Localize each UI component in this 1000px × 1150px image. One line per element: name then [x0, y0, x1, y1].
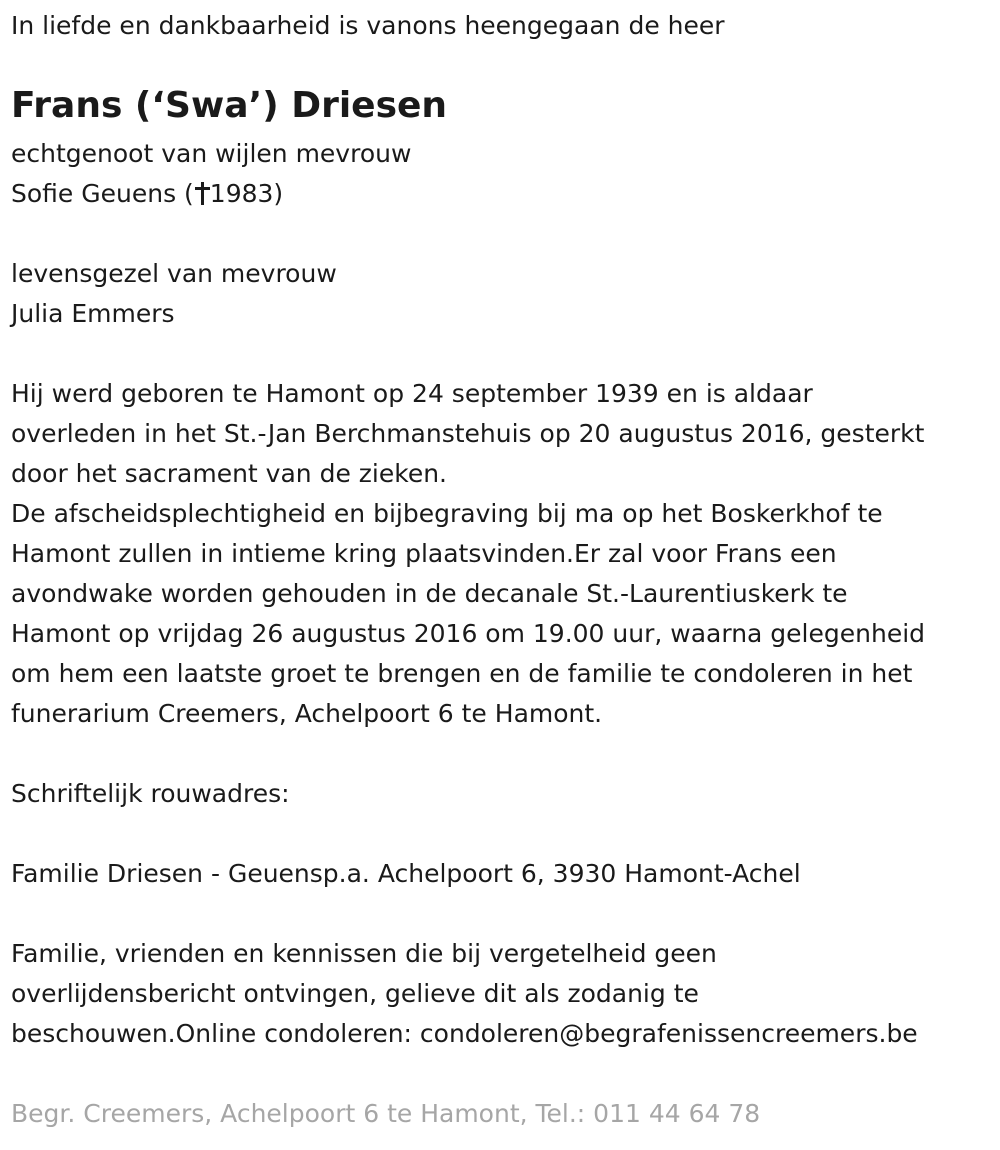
- intro-text: In liefde en dankbaarheid is vanons heengegaan de heer: [11, 11, 725, 40]
- address-label: Schriftelijk rouwadres:: [11, 779, 290, 808]
- funeral-home-footer: Begr. Creemers, Achelpoort 6 te Hamont, Tel.: 011 44 64 78: [11, 1099, 761, 1128]
- body-line: De afscheidsplechtigheid en bijbegraving bij ma op het Boskerkhof te: [11, 499, 883, 528]
- spouse-death-year: 1983): [209, 179, 284, 208]
- spouse-block: [11, 134, 411, 214]
- partner-block: [11, 254, 337, 334]
- notice-line: overlijdensbericht ontvingen, gelieve dit als zodanig te: [11, 979, 699, 1008]
- body-line: door het sacrament van de zieken.: [11, 459, 447, 488]
- condolence-email-link[interactable]: condoleren@begrafenissencreemers.be: [419, 1019, 918, 1048]
- notice-block: [11, 934, 918, 1054]
- notice-line-email: [11, 1014, 918, 1054]
- mourning-address: Familie Driesen - Geuensp.a. Achelpoort 6, 3930 Hamont-Achel: [11, 859, 801, 888]
- body-line: Hamont zullen in intieme kring plaatsvinden.Er zal voor Frans een: [11, 539, 837, 568]
- body-line: avondwake worden gehouden in de decanale St.-Laurentiuskerk te: [11, 579, 848, 608]
- body-line: Hamont op vrijdag 26 augustus 2016 om 19.00 uur, waarna gelegenheid: [11, 619, 926, 648]
- body-line: overleden in het St.-Jan Berchmanstehuis op 20 augustus 2016, gesterkt: [11, 419, 925, 448]
- body-text: [11, 374, 925, 734]
- notice-line: Familie, vrienden en kennissen die bij vergetelheid geen: [11, 939, 717, 968]
- partner-name: Julia Emmers: [11, 299, 175, 328]
- partner-relation: levensgezel van mevrouw: [11, 259, 337, 288]
- spouse-name: Sofie Geuens (: [11, 179, 194, 208]
- body-line: funerarium Creemers, Achelpoort 6 te Hamont.: [11, 699, 603, 728]
- spouse-name-line: [11, 174, 411, 214]
- body-line: om hem een laatste groet te brengen en de familie te condoleren in het: [11, 659, 913, 688]
- spouse-relation: echtgenoot van wijlen mevrouw: [11, 139, 412, 168]
- body-line: Hij werd geboren te Hamont op 24 september 1939 en is aldaar: [11, 379, 813, 408]
- deceased-name: Frans (‘Swa’) Driesen: [11, 85, 448, 126]
- notice-prefix: beschouwen.Online condoleren:: [11, 1019, 420, 1048]
- cross-icon: [195, 181, 209, 205]
